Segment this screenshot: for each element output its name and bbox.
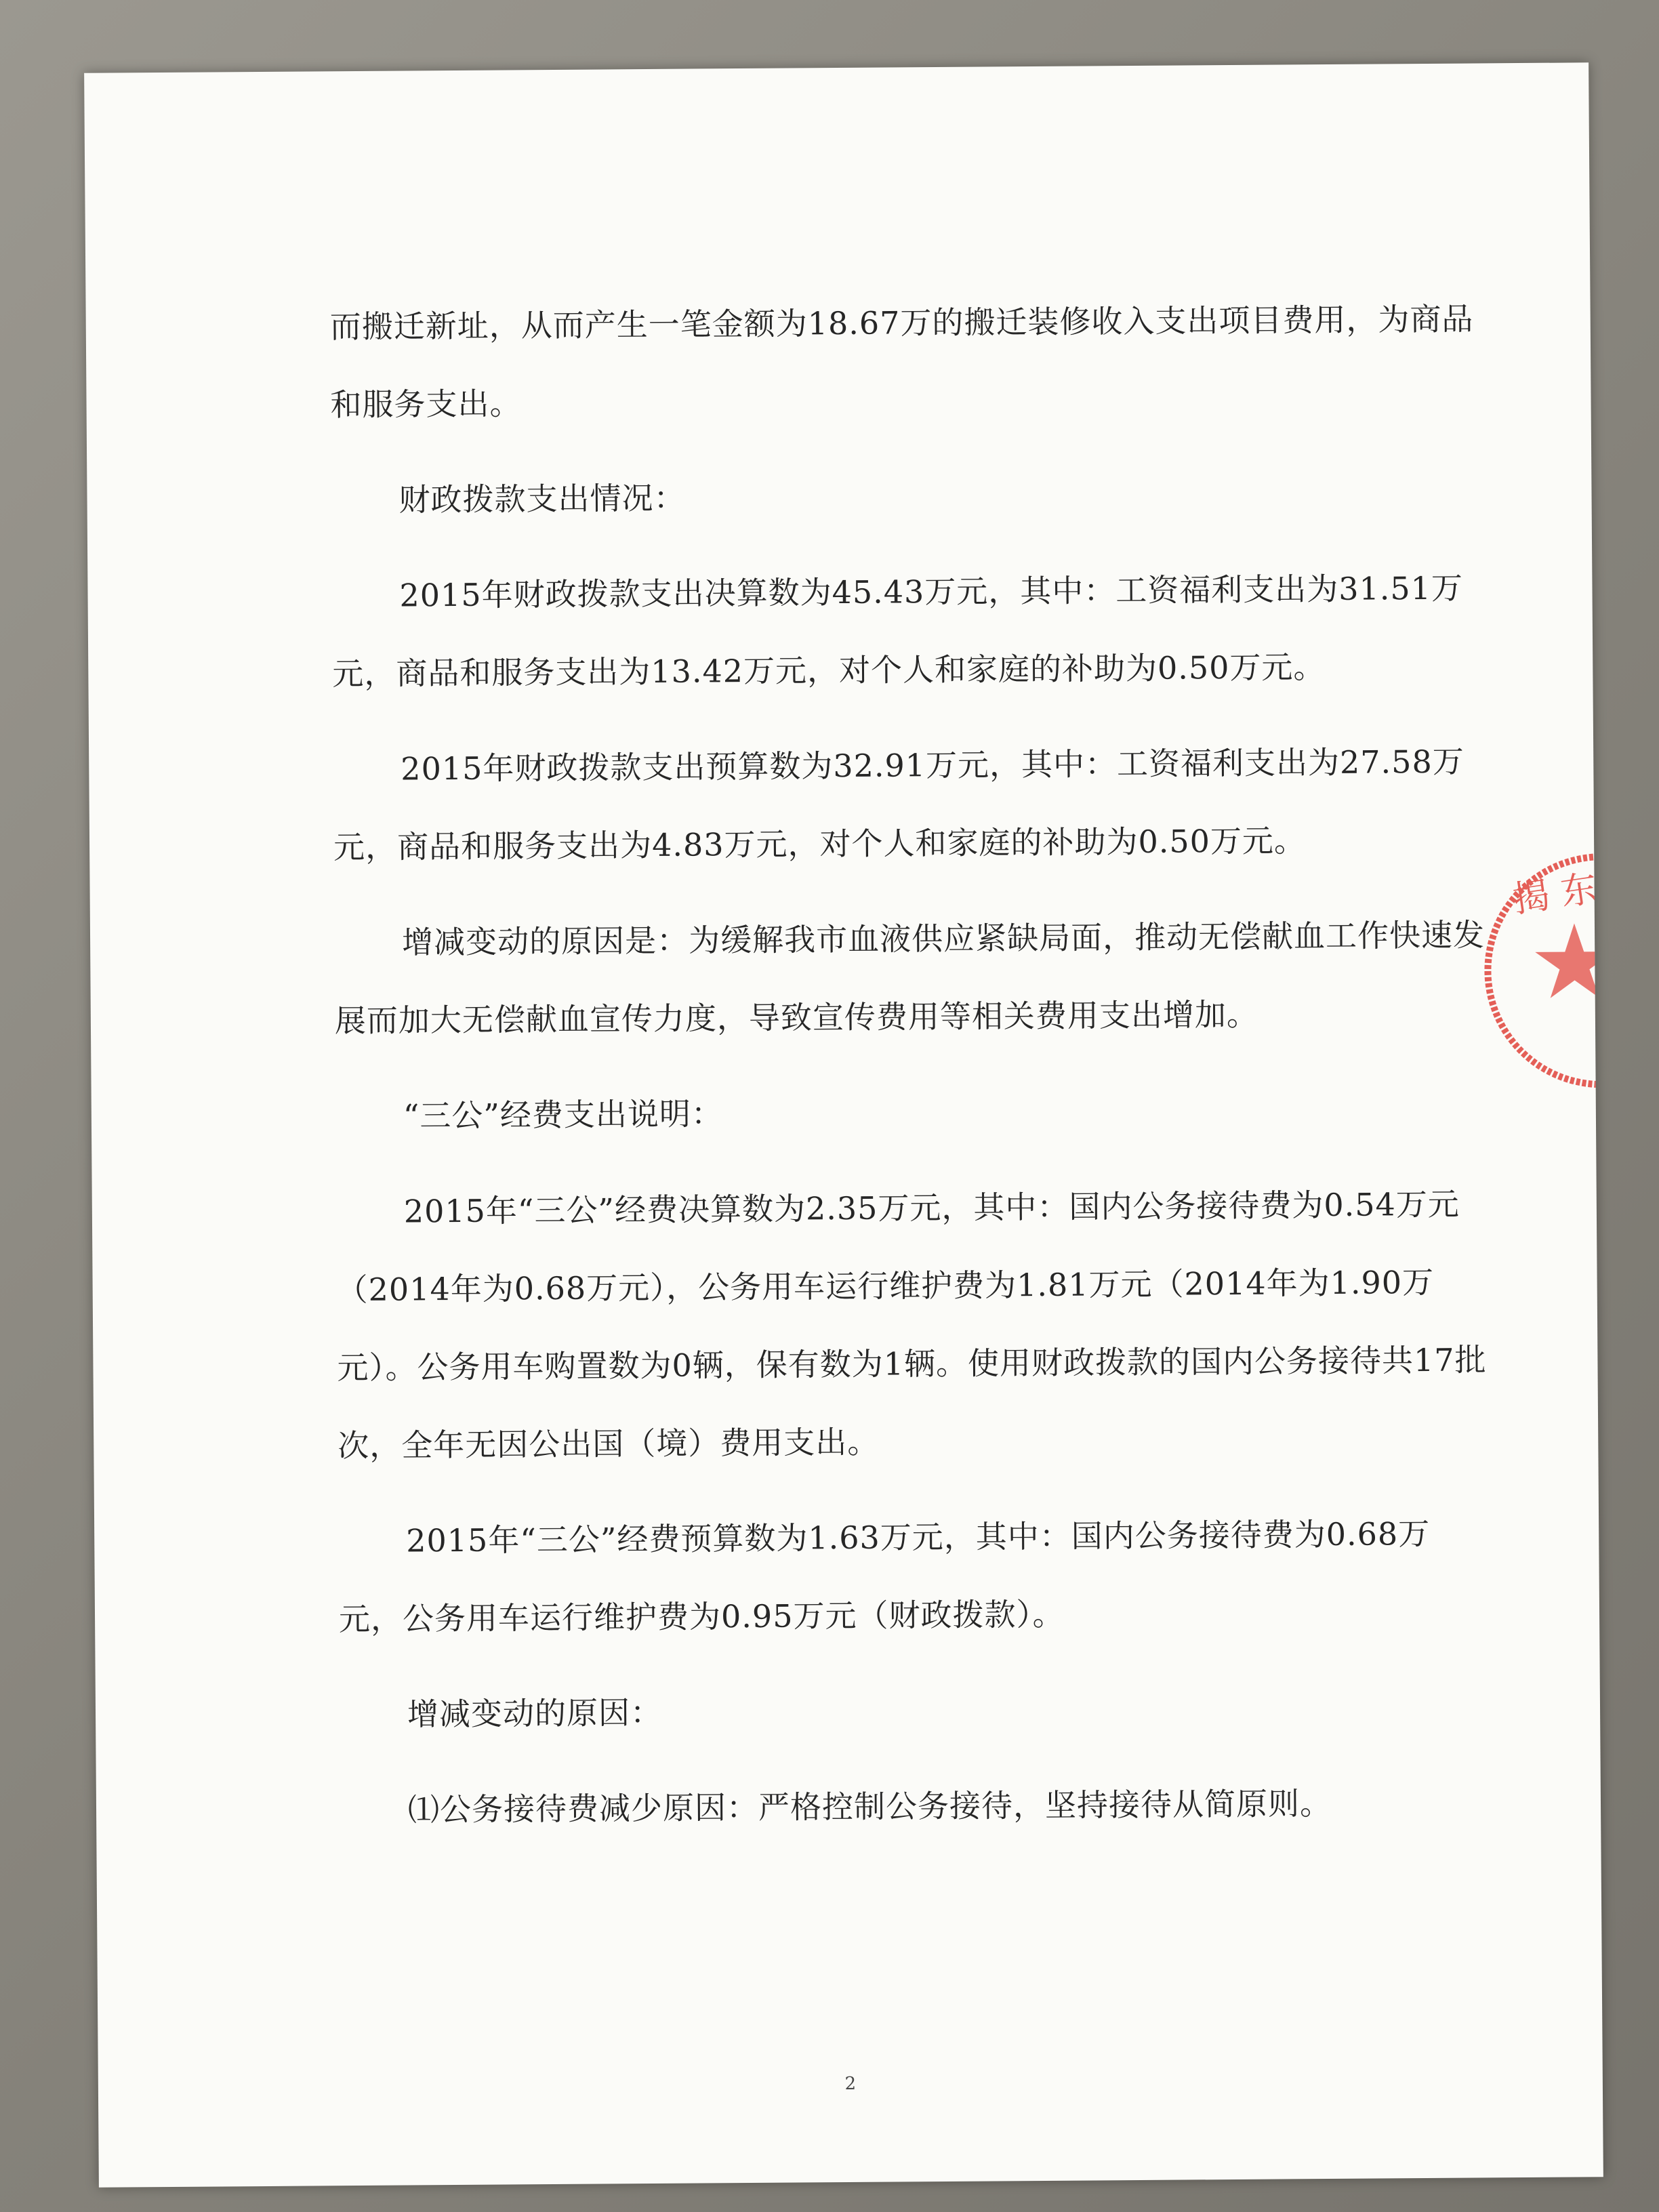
paragraph-2: 财政拨款支出情况： [398,479,686,518]
official-seal-stamp [1472,841,1603,1101]
paragraph-1: 而搬迁新址，从而产生一笔金额为18.67万的搬迁装修收入支出项目费用，为商品和服务支出。 [329,300,1474,424]
seal-icon [1472,841,1603,1101]
paragraph-6: “三公”经费支出说明： [403,1095,724,1134]
paragraph-9: 增减变动的原因： [407,1694,663,1733]
paragraph-10: ⑴公务接待费减少原因：严格控制公务接待，坚持接待从简原则。 [407,1784,1332,1828]
paragraph-8: 2015年“三公”经费预算数为1.63万元，其中：国内公务接待费为0.68万元，公务用车运行维护费为0.95万元（财政拨款）。 [338,1515,1431,1638]
paragraph-3: 2015年财政拨款支出决算数为45.43万元，其中：工资福利支出为31.51万元，商品和服务支出为13.42万元，对个人和家庭的补助为0.50万元。 [332,569,1464,693]
paragraph-5: 增减变动的原因是：为缓解我市血液供应紧缺局面，推动无偿献血工作快速发展而加大无偿献血宣传力度，导致宣传费用等相关费用支出增加。 [334,916,1486,1040]
seal-lettering: 揭 东 [1510,866,1601,922]
paragraph-7: 2015年“三公”经费决算数为2.35万元，其中：国内公务接待费为0.54万元（2014年为0.68万元），公务用车运行维护费为1.81万元（2014年为1.90万元）。公务用车购置数为0辆，保有数为1辆。使用财政拨款的国内公务接待共17批次，全年无因公出国（境）费用支出。 [336,1185,1487,1465]
seal-star-icon [1535,923,1603,998]
paragraph-4: 2015年财政拨款支出预算数为32.91万元，其中：工资福利支出为27.58万元，商品和服务支出为4.83万元，对个人和家庭的补助为0.50万元。 [333,743,1465,866]
document-page [84,62,1603,2187]
page-number: 2 [844,2073,857,2095]
document-body [329,280,1492,1867]
